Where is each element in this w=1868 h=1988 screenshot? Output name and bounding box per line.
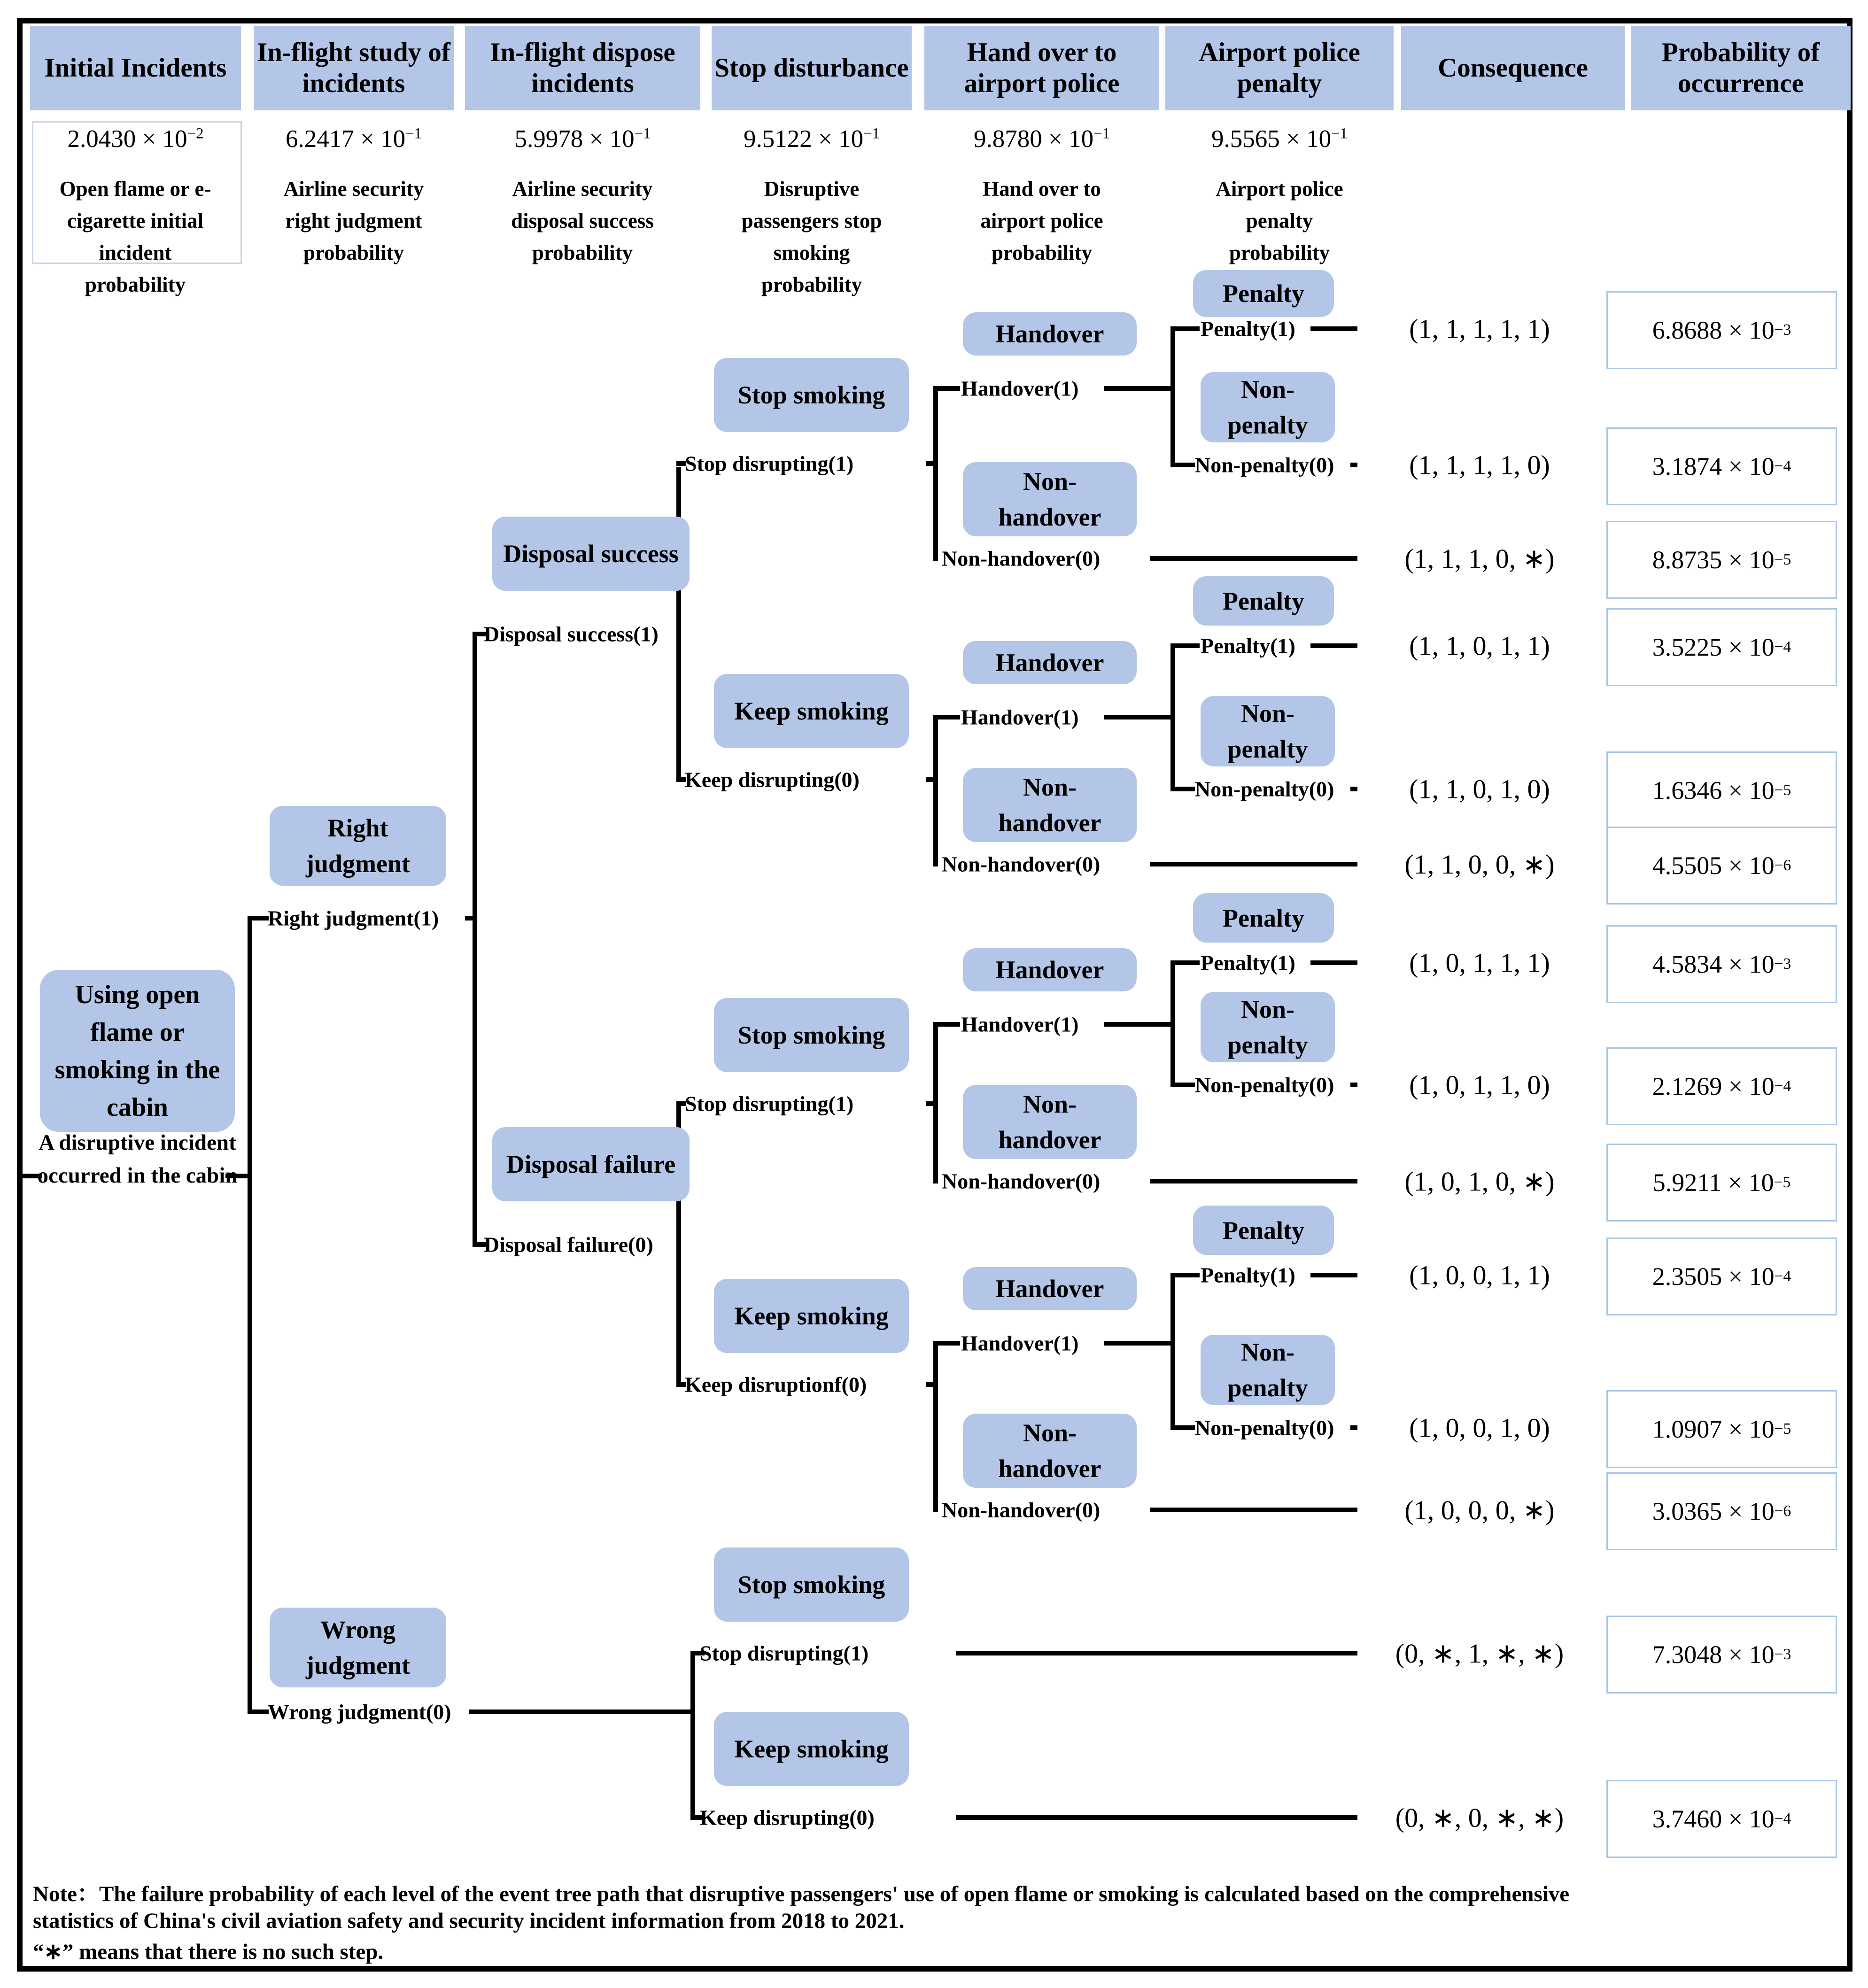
branch-handover: Handover(1) [961,1012,1079,1037]
node-stop-smoking: Stop smoking [714,998,909,1072]
tree-line [676,1382,686,1387]
node-wrong-judgment: Wrong judgment [270,1608,446,1687]
column-header-hand-over: Hand over to airport police [924,26,1159,110]
probability-box: 7.3048 × 10 −3 [1606,1616,1837,1694]
consequence-tuple: (1, 1, 0, 0, ∗) [1404,849,1555,880]
level-value-3: $5.9978 \times 10^{-1}$ [514,125,651,153]
tree-line [1173,463,1195,467]
probability-box: 6.8688 × 10 −3 [1606,291,1837,369]
level-value-5: $9.8780 \times 10^{-1}$ [973,125,1110,153]
consequence-tuple: (1, 0, 0, 0, ∗) [1404,1495,1555,1525]
tree-line [933,715,938,866]
node-non-handover: Non-handover [963,462,1137,536]
tree-line [676,777,686,782]
probability-box: 1.6346 × 10 −5 [1606,751,1837,829]
tree-line [1173,1273,1200,1277]
tree-line [1173,1083,1195,1087]
column-header-police-penalty: Airport police penalty [1165,26,1394,110]
probability-box: 4.5505 × 10 −6 [1606,827,1837,905]
branch-stop-disrupting: Stop disrupting(1) [685,1091,854,1116]
branch-non-penalty: Non-penalty(0) [1195,453,1334,477]
tree-line [248,916,252,1714]
node-handover: Handover [963,312,1137,356]
note-line-3: “∗” means that there is no such step. [33,1940,384,1964]
tree-line [1173,787,1195,791]
consequence-tuple: (1, 1, 0, 1, 0) [1409,774,1550,804]
branch-penalty: Penalty(1) [1201,317,1295,341]
node-handover: Handover [963,1267,1137,1310]
tree-line [956,1815,1357,1820]
probability-box: 2.3505 × 10 −4 [1606,1238,1837,1315]
tree-line [1350,1083,1357,1087]
tree-line [1150,862,1357,866]
node-stop-smoking: Stop smoking [714,1547,909,1622]
tree-line [1104,1022,1175,1027]
node-non-penalty: Non-penalty [1201,1335,1335,1405]
branch-stop-disrupting: Stop disrupting(1) [685,451,854,476]
tree-line [936,715,960,719]
branch-wrong-judgment: Wrong judgment(0) [268,1700,451,1724]
consequence-tuple: (1, 1, 1, 1, 1) [1409,313,1550,344]
tree-line [1310,326,1357,331]
branch-non-penalty: Non-penalty(0) [1195,1416,1334,1440]
tree-line [936,1022,960,1027]
branch-non-handover: Non-handover(0) [942,852,1101,876]
tree-line [933,1022,938,1184]
node-keep-smoking: Keep smoking [714,674,909,748]
node-root-using-open-flame: Using open flame or smoking in the cabin [40,970,235,1132]
node-non-handover: Non-handover [963,1085,1137,1159]
tree-line [1170,960,1175,1087]
branch-disposal-failure: Disposal failure(0) [484,1232,653,1257]
branch-non-penalty: Non-penalty(0) [1195,777,1334,801]
branch-keep-disrupting: Keep disrupting(0) [700,1805,875,1830]
tree-line [1170,643,1175,791]
probability-box: 3.0365 × 10 −6 [1606,1472,1837,1550]
tree-line [1173,1425,1195,1430]
tree-line [933,386,938,561]
column-header-initial-incidents: Initial Incidents [30,26,241,110]
node-disposal-failure: Disposal failure [492,1127,690,1201]
level-value-2: $6.2417 \times 10^{-1}$ [285,125,422,153]
node-penalty: Penalty [1193,1206,1334,1255]
node-non-handover: Non-handover [963,1414,1137,1488]
branch-handover: Handover(1) [961,705,1079,729]
branch-penalty: Penalty(1) [1201,1263,1295,1287]
tree-line [1350,463,1357,467]
probability-box: 4.5834 × 10 −3 [1606,925,1837,1003]
node-non-penalty: Non-penalty [1201,992,1335,1062]
consequence-tuple: (1, 0, 0, 1, 0) [1409,1412,1550,1443]
level-description-3: Airline security disposal success probability [511,177,654,264]
branch-penalty: Penalty(1) [1201,634,1295,658]
level-description-5: Hand over to airport police probability [980,177,1103,264]
tree-line [933,1341,938,1512]
branch-handover: Handover(1) [961,1331,1079,1355]
tree-line [1350,787,1357,791]
consequence-tuple: (1, 1, 0, 1, 1) [1409,630,1550,661]
tree-line [1173,960,1200,965]
tree-line [469,1710,695,1714]
level-value-4: $9.5122 \times 10^{-1}$ [743,125,880,153]
branch-stop-disrupting: Stop disrupting(1) [700,1641,869,1665]
probability-box: 5.9211 × 10 −5 [1606,1144,1837,1222]
tree-line [1310,643,1357,648]
consequence-tuple: (1, 1, 1, 1, 0) [1409,449,1550,480]
probability-box: 2.1269 × 10 −4 [1606,1047,1837,1125]
consequence-tuple: (0, ∗, 0, ∗, ∗) [1395,1802,1564,1833]
consequence-tuple: (0, ∗, 1, ∗, ∗) [1395,1638,1564,1669]
tree-line [1104,715,1175,719]
tree-line [1310,960,1357,965]
tree-line [1104,386,1175,391]
tree-line [1173,326,1200,331]
tree-line [936,386,960,391]
node-non-handover: Non-handover [963,768,1137,842]
consequence-tuple: (1, 0, 0, 1, 1) [1409,1260,1550,1291]
branch-non-penalty: Non-penalty(0) [1195,1073,1334,1097]
level-value-1: $2.0430 \times 10^{-2}$ [67,125,204,153]
node-keep-smoking: Keep smoking [714,1712,909,1786]
level-description-2: Airline security right judgment probability [283,177,424,264]
tree-line [936,1341,960,1346]
tree-line [1150,1179,1357,1184]
node-right-judgment: Right judgment [270,806,446,886]
tree-line [676,467,681,782]
probability-box: 3.7460 × 10 −4 [1606,1780,1837,1858]
branch-disposal-success: Disposal success(1) [484,622,659,646]
column-header-probability: Probability of occurrence [1631,26,1851,110]
tree-line [1170,326,1175,467]
root-sublabel: A disruptive incident occurred in the cabin [37,1130,238,1188]
column-header-inflight-dispose: In-flight dispose incidents [465,26,700,110]
probability-box: 1.0907 × 10 −5 [1606,1390,1837,1468]
tree-line [250,1710,269,1714]
probability-box: 3.5225 × 10 −4 [1606,608,1837,686]
tree-line [250,916,269,921]
level-description-4: Disruptive passengers stop smoking probability [741,177,882,296]
tree-line [1170,1273,1175,1430]
probability-box: 3.1874 × 10 −4 [1606,427,1837,505]
consequence-tuple: (1, 1, 1, 0, ∗) [1404,543,1555,574]
probability-box: 8.8735 × 10 −5 [1606,521,1837,599]
node-disposal-success: Disposal success [492,517,690,591]
node-stop-smoking: Stop smoking [714,358,909,432]
tree-line [1150,1508,1357,1512]
column-header-inflight-study: In-flight study of incidents [254,26,454,110]
branch-penalty: Penalty(1) [1201,951,1295,975]
note-line-2: statistics of China's civil aviation safety and security incident information from 2018 to 2021. [33,1909,905,1933]
branch-handover: Handover(1) [961,376,1079,401]
tree-line [1350,1425,1357,1430]
tree-line [1310,1273,1357,1277]
node-non-penalty: Non-penalty [1201,372,1335,442]
column-header-stop-disturbance: Stop disturbance [712,26,912,110]
branch-non-handover: Non-handover(0) [942,1498,1101,1522]
consequence-tuple: (1, 0, 1, 0, ∗) [1404,1166,1555,1197]
node-penalty: Penalty [1193,270,1334,317]
consequence-tuple: (1, 0, 1, 1, 1) [1409,947,1550,978]
tree-line [956,1651,1357,1655]
node-handover: Handover [963,948,1137,991]
tree-line [1104,1341,1175,1346]
branch-non-handover: Non-handover(0) [942,1169,1101,1193]
tree-line [1150,556,1357,561]
level-description-1: Open flame or e-cigarette initial incident probability [59,177,211,296]
node-keep-smoking: Keep smoking [714,1279,909,1353]
note-line-1: Note：The failure probability of each level of the event tree path that disruptive passengers' use of open flame or smoking is calculated based on the comprehensive [33,1882,1570,1906]
tree-line [676,1101,686,1106]
node-penalty: Penalty [1193,576,1334,626]
branch-keep-disruption: Keep disruptionf(0) [685,1372,867,1397]
branch-non-handover: Non-handover(0) [942,546,1101,571]
consequence-tuple: (1, 0, 1, 1, 0) [1409,1069,1550,1100]
branch-keep-disrupting: Keep disrupting(0) [685,767,860,792]
branch-right-judgment: Right judgment(1) [268,906,439,930]
node-non-penalty: Non-penalty [1201,696,1335,766]
node-handover: Handover [963,641,1137,684]
level-description-6: Airport police penalty probability [1216,177,1343,264]
column-header-consequence: Consequence [1401,26,1625,110]
tree-line [690,1651,695,1820]
tree-line [1173,643,1200,648]
node-penalty: Penalty [1193,893,1334,943]
tree-line [473,632,477,1247]
tree-line [676,461,686,466]
level-value-6: $9.5565 \times 10^{-1}$ [1211,125,1348,153]
